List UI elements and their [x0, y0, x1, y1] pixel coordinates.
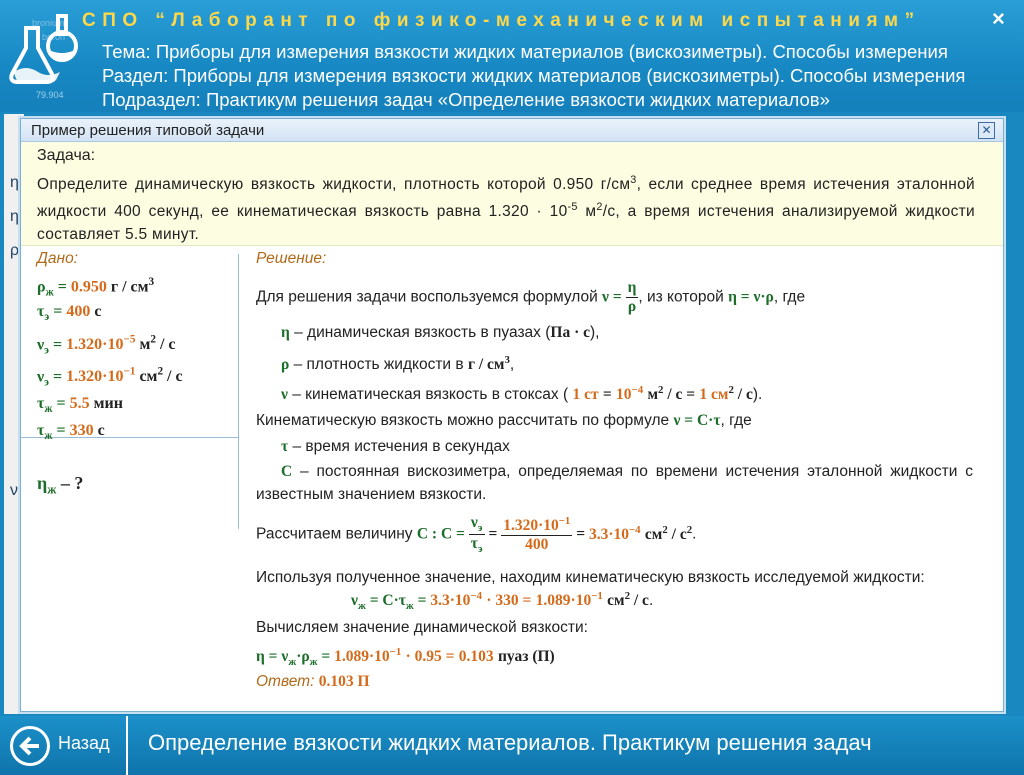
arrow-left-icon — [10, 726, 50, 766]
solution-line-nu: ν – кинематическая вязкость в стоксах ( 1 ст = $10^{-4}$ $м^2 / с = 1$ $см^2 / с$). — [281, 384, 763, 404]
app-title: СПО “Лаборант по физико-механическим испытаниям” — [82, 10, 921, 31]
solution-line-calc-eta: Вычисляем значение динамической вязкости: — [256, 619, 588, 636]
example-dialog — [20, 118, 1004, 712]
background-panel: η η ρ ν — [4, 114, 24, 714]
dialog-title: Пример решения типовой задачи — [31, 122, 265, 139]
solution-line-eta-result: $\eta = \nu_ж\cdot\rho_ж = 1.089\cdot 10^{-1} \cdot 0.95 = 0.103$ пуаз (П) — [256, 646, 555, 669]
solution-line-calc-c: Рассчитаем величину C : C = $\frac{\nu_э}{\tau_э}$ = $\frac{1.320\cdot 10^{-1}}{400}$ = $3.3\cdot 10^{-4}$ $см^2 / с^2$. — [256, 514, 697, 556]
task-text: Определите динамическую вязкость жидкости, плотность которой 0.950 $г/см^3$, если среднее время истечения эталонной жидкости 400 секунд, ее кинематическая вязкость равна $1.320 \cdot 10^{-5}$ $м^2/с$, а время истечения анализируемой жидкости составляет 5.5 минут. — [37, 174, 975, 244]
find-item: $\eta_ж$ – ? — [37, 473, 84, 497]
header-bar — [0, 0, 1024, 112]
close-app-icon[interactable]: × — [992, 6, 1005, 31]
svg-text:bronium: bronium — [32, 18, 65, 28]
task-box — [21, 142, 1003, 246]
given-item: $\tau_ж = 5.5$ мин — [37, 395, 123, 416]
dialog-close-icon[interactable]: ✕ — [978, 122, 995, 139]
given-item: $\rho_ж = 0.950$ г / $см^3$ — [37, 276, 155, 299]
column-divider — [238, 254, 239, 529]
footer-bar — [0, 716, 1024, 775]
solution-line-c: C – постоянная вискозиметра, определяемая по времени истечения эталонной жидкости с известным значением вязкости. — [256, 463, 973, 503]
given-label: Дано: — [37, 250, 78, 267]
solution-line-rho: ρ – плотность жидкости в г / $см^3$, — [281, 354, 515, 374]
solution-line-nu-result: $\nu_ж = C\cdot\tau_ж = 3.3\cdot 10^{-4} \cdot 330 = 1.089\cdot 10^{-1}$ $см^2$ / с. — [351, 590, 654, 613]
solution-line-formula: Для решения задачи воспользуемся формулой ν = $\frac{\eta}{\rho}$ , из которой η = ν·ρ, где — [256, 279, 806, 315]
given-item: $\nu_э = 1.320\cdot 10^{-5}$ $м^2$ / с — [37, 334, 176, 357]
task-label: Задача: — [37, 147, 96, 164]
subsection-text: Подраздел: Практикум решения задач «Определение вязкости жидких материалов» — [102, 89, 830, 110]
back-button[interactable] — [0, 716, 128, 775]
solution-line-use: Используя полученное значение, находим кинематическую вязкость исследуемой жидкости: — [256, 569, 925, 586]
solution-line-eta: η – динамическая вязкость в пуазах (Па · с), — [281, 324, 600, 341]
svg-text:79.904: 79.904 — [36, 90, 64, 98]
flask-logo-icon — [6, 6, 86, 98]
dialog-titlebar — [21, 119, 1003, 142]
svg-text:boron: boron — [42, 32, 66, 42]
back-button-label: Назад — [58, 733, 110, 753]
theme-text: Тема: Приборы для измерения вязкости жидких материалов (вискозиметры). Способы измерения — [102, 41, 948, 62]
solution-line-tau: τ – время истечения в секундах — [281, 438, 510, 455]
given-item: $\tau_э = 400$ с — [37, 303, 102, 324]
answer-line: Ответ: 0.103 П — [256, 673, 370, 690]
given-item: $\tau_ж = 330$ с — [37, 422, 105, 443]
section-text: Раздел: Приборы для измерения вязкости жидких материалов (вискозиметры). Способы измерения — [102, 65, 966, 86]
solution-line-kin: Кинематическую вязкость можно рассчитать по формуле ν = C·τ, где — [256, 412, 752, 429]
solution-label: Решение: — [256, 250, 327, 267]
footer-title: Определение вязкости жидких материалов. Практикум решения задач — [148, 730, 872, 755]
given-item: $\nu_э = 1.320\cdot 10^{-1}$ $см^2$ / с — [37, 366, 183, 389]
